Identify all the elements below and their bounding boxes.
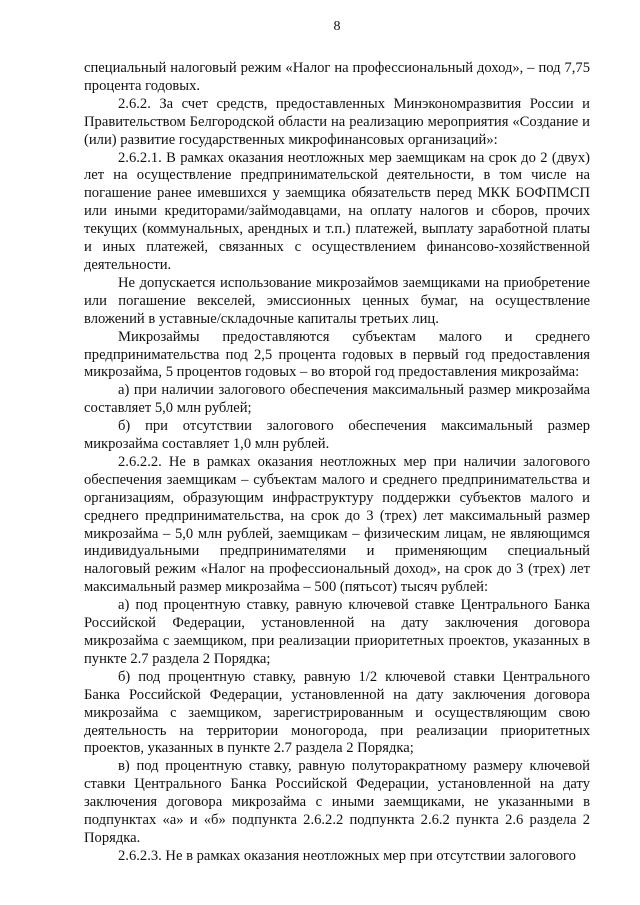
paragraph-rate-v: в) под процентную ставку, равную полуторакратному размеру ключевой ставки Центрального Банка Российской Федерации, установленной на дату заключения договора микрозайма с иными заемщиками, не указанными в подпунктах «а» и «б» подпункта 2.6.2.2 подпункта 2.6.2 пункта 2.6 раздела 2 Порядка. [84, 758, 590, 846]
paragraph-2-6-2-3: 2.6.2.3. Не в рамках оказания неотложных мер при отсутствии залогового [118, 847, 576, 864]
paragraph-tax-regime-rate: специальный налоговый режим «Налог на профессиональный доход», – под 7,75 процента годовых. [84, 60, 590, 94]
paragraph-prohibition: Не допускается использование микрозаймов заемщиками на приобретение или погашение векселей, эмиссионных ценных бумаг, на осуществление вложений в уставные/складочные капиталы третьих лиц. [84, 274, 590, 327]
paragraph-microloan-terms: Микрозаймы предоставляются субъектам малого и среднего предпринимательства под 2,5 процента годовых в первый год предоставления микрозайма, 5 процентов годовых – во второй год предоставления микрозайма: [84, 328, 590, 381]
paragraph-2-6-2: 2.6.2. За счет средств, предоставленных Минэкономразвития России и Правительством Белгородской области на реализацию мероприятия «Создание и (или) развитие государственных микрофинансовых организаций»: [84, 95, 590, 148]
paragraph-rate-a: а) под процентную ставку, равную ключевой ставке Центрального Банка Российской Федерации, установленной на дату заключения договора микрозайма с заемщиком, при реализации приоритетных проектов, указанных в пункте 2.7 раздела 2 Порядка; [84, 597, 590, 667]
document-body [84, 60, 590, 866]
paragraph-item-a-collateral: а) при наличии залогового обеспечения максимальный размер микрозайма составляет 5,0 млн рублей; [84, 382, 590, 417]
paragraph-rate-b: б) под процентную ставку, равную 1/2 ключевой ставки Центрального Банка Российской Федерации, установленной на дату заключения договора микрозайма с заемщиком, зарегистрированным и осуществляющим свою деятельность на территории моногорода, при реализации приоритетных проектов, указанных в пункте 2.7 раздела 2 Порядка; [84, 668, 590, 757]
paragraph-2-6-2-1: 2.6.2.1. В рамках оказания неотложных мер заемщикам на срок до 2 (двух) лет на осуществление предпринимательской деятельности, в том числе на погашение ранее имевшихся у заемщика обязательств перед МКК БОФПМСП или иными кредиторами/займодавцами, на оплату налогов и сборов, прочих текущих (коммунальных, арендных и т.п.) платежей, выплату заработной платы и иных платежей, связанных с осуществлением финансово-хозяйственной деятельности. [84, 149, 590, 273]
paragraph-2-6-2-2: 2.6.2.2. Не в рамках оказания неотложных мер при наличии залогового обеспечения заемщикам – субъектам малого и среднего предпринимательства и организациям, образующим инфраструктуру поддержки субъектов малого и среднего предпринимательства, на срок до 3 (трех) лет максимальный размер микрозайма – 5,0 млн рублей, заемщикам – физическим лицам, не являющимся индивидуальными предпринимателями и применяющим специальный налоговый режим «Налог на профессиональный доход», на срок до 3 (трех) лет максимальный размер микрозайма – 500 (пятьсот) тысяч рублей: [84, 453, 590, 596]
paragraph-item-b-no-collateral: б) при отсутствии залогового обеспечения максимальный размер микрозайма составляет 1,0 млн рублей. [84, 418, 590, 453]
page-number: 8 [333, 19, 341, 34]
